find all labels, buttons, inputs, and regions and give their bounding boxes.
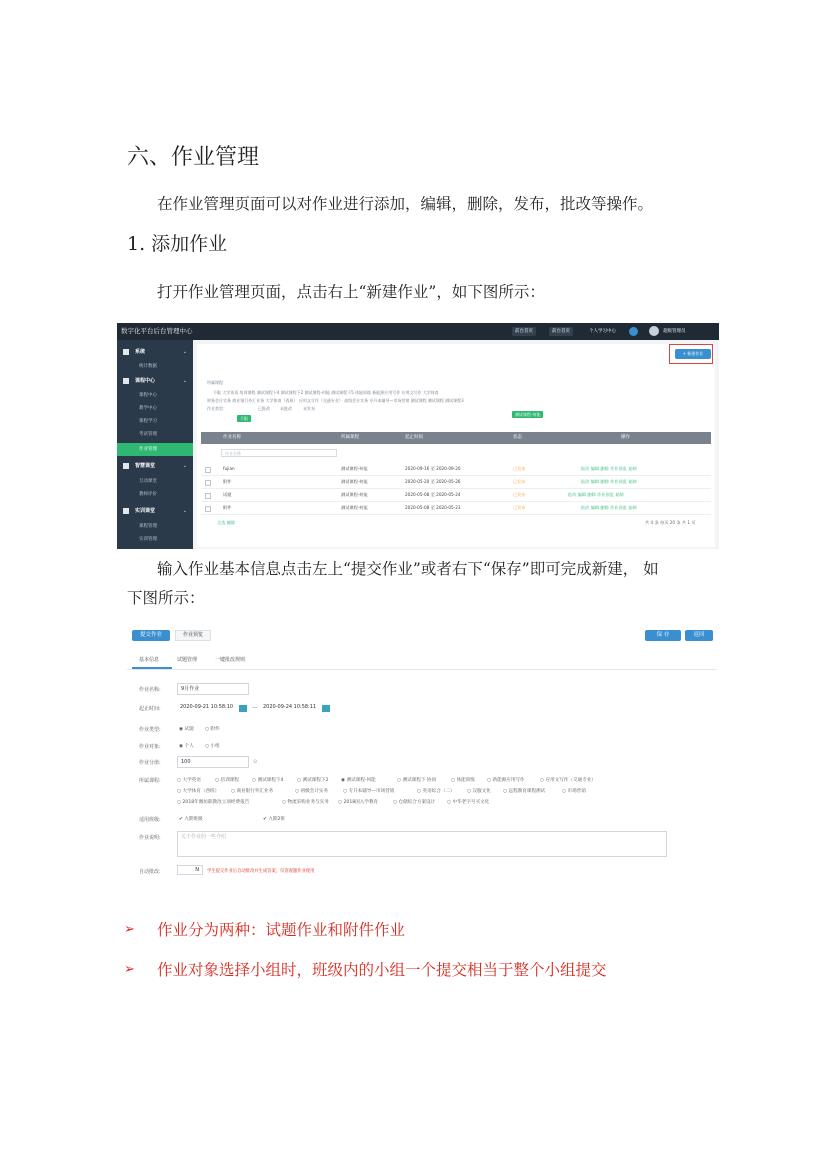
chevron-down-icon: ⌄ [182, 508, 187, 514]
bullet-2: 作业对象选择小组时，班级内的小组一个提交相当于整个小组提交 [157, 961, 607, 979]
course-filter-row-2[interactable]: 财务会计实务 商业银行外汇业务 大学体育（西班） 应用文写作（交通专业） 高级会计实务 专升本辅导—市场营销 测试课程 测试课程 测试课程3 [207, 398, 464, 403]
row-course: 测试课程-何能 [341, 505, 368, 510]
time-separator: --- [252, 705, 258, 711]
book-icon [123, 378, 129, 384]
end-time-input[interactable]: 2020-09-24 10:58:11 [260, 702, 320, 714]
new-homework-button[interactable]: + 新建作业 [675, 349, 711, 359]
course-option[interactable]: ○ 仓储综合方案设计 [393, 800, 436, 805]
table-row [201, 463, 711, 476]
type-radio-questions[interactable]: ◉ 试题 [179, 727, 194, 732]
row-status: 已发布 [513, 479, 526, 484]
front-home-button[interactable]: 前台首页 [512, 327, 536, 336]
col-time[interactable]: 起止时间 [405, 435, 423, 440]
table-row [201, 476, 711, 489]
learning-center-link[interactable]: 个人学习中心 [589, 329, 616, 334]
filter-label: 所属课程： [207, 380, 227, 385]
col-course: 所属课程 [341, 435, 359, 440]
tab-auto-grade-rules[interactable]: 一键批改规则 [215, 657, 246, 663]
row-ops[interactable]: 批改 编辑 删除 作业预览 复制 [568, 492, 624, 497]
help-icon[interactable]: ⊙ [253, 759, 258, 765]
step1-paragraph: 打开作业管理页面，点击右上“新建作业”，如下图所示： [157, 283, 545, 301]
sidebar-item-course-center[interactable]: 课程中心 [139, 393, 157, 398]
type-radio-attachment[interactable]: ○ 附件 [205, 727, 220, 732]
course-option[interactable]: ○ 培训课程 [215, 778, 239, 783]
course-option[interactable]: ○ 大学英语 [177, 778, 201, 783]
row-status: 已发布 [513, 466, 526, 471]
time-label: 起止时间: [139, 706, 161, 712]
type-filter-graded[interactable]: 已批改 [258, 406, 270, 411]
sidebar-group-system[interactable]: 系统 ⌄ [117, 345, 193, 359]
course-option[interactable]: ○ 大学体育（西班） [177, 789, 220, 794]
table-header [201, 432, 711, 444]
score-input[interactable]: 100 [177, 756, 249, 768]
row-time: 2020-05-08 至 2020-05-24 [405, 492, 461, 497]
avatar[interactable] [649, 326, 659, 336]
course-option[interactable]: ○ 市场营销 [562, 789, 586, 794]
grid-icon [123, 508, 129, 514]
row-ops[interactable]: 批改 编辑 删除 作业预览 复制 [581, 466, 637, 471]
row-time: 2020-09-16 至 2020-09-20 [405, 466, 461, 471]
row-name: 试题 [223, 492, 232, 497]
type-label: 作业类型: [139, 727, 161, 733]
row-status: 已发布 [513, 492, 526, 497]
row-time: 2020-05-08 至 2020-05-23 [405, 505, 461, 510]
course-option[interactable]: ○ 初级会计实务 [295, 789, 329, 794]
tab-divider [127, 669, 717, 670]
target-radio-group[interactable]: ○ 小组 [205, 744, 220, 749]
main-panel [197, 344, 715, 547]
row-status: 已发布 [513, 505, 526, 510]
sidebar-item-homework[interactable]: 作业管理 [117, 443, 193, 456]
chevron-down-icon: ⌄ [182, 463, 187, 469]
col-ops: 操作 [621, 435, 630, 440]
subsection-title: 1. 添加作业 [127, 233, 228, 255]
table-row [201, 502, 711, 515]
sidebar-item-training-mgmt[interactable]: 实训管理 [139, 537, 157, 542]
sidebar-group-training[interactable]: 实训课堂 ⌄ [117, 504, 193, 518]
target-radio-individual[interactable]: ◉ 个人 [179, 744, 194, 749]
row-course: 测试课程-何能 [341, 479, 368, 484]
row-ops[interactable]: 批改 编辑 删除 作业预览 复制 [581, 505, 637, 510]
course-filter-row-1[interactable]: 不限 大学英语 培训课程 测试课程下4 测试课程下2 测试课程-何能 测试课程下5 体能训练 新能源应用写作 应用文写作 大学体育 [213, 390, 439, 395]
bullet-arrow-icon: ➢ [124, 922, 135, 937]
sidebar-item-interactive[interactable]: 互动课堂 [139, 479, 157, 484]
sidebar-item-course-mgmt[interactable]: 课程管理 [139, 524, 157, 529]
highlight-box [669, 344, 713, 364]
calendar-icon[interactable] [239, 705, 247, 712]
submit-homework-button[interactable]: 提交作业 [132, 630, 170, 641]
row-checkbox[interactable] [205, 493, 211, 499]
type-filter-unpublished[interactable]: 未发布 [303, 406, 315, 411]
row-time: 2020-05-20 至 2020-05-26 [405, 479, 461, 484]
type-filter-ungraded[interactable]: 未批改 [280, 406, 292, 411]
row-course: 测试课程-何能 [341, 466, 368, 471]
class-label: 适用班级: [139, 817, 161, 823]
course-option[interactable]: ○ 远程教育课程测试 [503, 789, 546, 794]
course-option[interactable]: ○ 专升本辅导—市场营销 [343, 789, 395, 794]
desc-label: 作业说明: [139, 835, 161, 841]
preview-homework-button[interactable]: 作业预览 [175, 630, 211, 641]
course-option[interactable]: ○ 测试课程下2 [297, 778, 329, 783]
class-checkbox-1[interactable]: ✔ 九期班级 [179, 817, 203, 822]
course-option[interactable]: ○ 中华老字号买文化 [447, 800, 490, 805]
chevron-down-icon: ⌄ [182, 349, 187, 355]
row-name: 附件 [223, 479, 232, 484]
brand-title: 数字化平台后台管理中心 [121, 327, 193, 335]
chevron-down-icon: ⌄ [182, 378, 187, 384]
screenshot-homework-list [117, 323, 719, 549]
step2-paragraph-line1: 输入作业基本信息点击左上“提交作业”或者右下“保存”即可完成新建， 如 [157, 560, 659, 578]
row-checkbox[interactable] [205, 467, 211, 473]
course-option[interactable]: ○ 商业银行外汇业务 [231, 789, 274, 794]
sidebar-item-teaching[interactable]: 教学中心 [139, 406, 157, 411]
type-filter-all[interactable]: 不限 [237, 405, 251, 424]
sidebar-group-smart-class[interactable]: 智慧课堂 ⌄ [117, 459, 193, 473]
selected-course-tag[interactable]: 测试课程-何能 [512, 401, 543, 420]
name-search-input[interactable]: 作业名称 [221, 449, 337, 457]
step2-paragraph-line2: 下图所示： [127, 589, 205, 607]
course-option[interactable]: ○ 汉服文化 [467, 789, 491, 794]
tab-questions[interactable]: 试题管理 [177, 657, 198, 663]
sidebar-item-exam[interactable]: 考试管理 [139, 432, 157, 437]
course-option[interactable]: ○ 体能训练 [451, 778, 475, 783]
course-option[interactable]: ○ 测试课程下 协同 [397, 778, 437, 783]
row-checkbox[interactable] [205, 480, 211, 486]
back-button[interactable]: 返回 [685, 630, 713, 641]
sidebar-item-stats[interactable]: 统计数据 [139, 364, 157, 369]
description-textarea[interactable]: 关于作业的一些介绍 [177, 831, 667, 857]
col-status: 状态 [513, 435, 522, 440]
intro-paragraph: 在作业管理页面可以对作业进行添加，编辑，删除，发布，批改等操作。 [157, 195, 654, 213]
target-label: 作业对象: [139, 744, 161, 750]
section-title: 六、作业管理 [127, 145, 260, 170]
tab-basic-info[interactable]: 基本信息 [139, 657, 160, 663]
table-row [201, 489, 711, 502]
name-label: 作业名称: [139, 687, 161, 693]
screenshot-homework-form [127, 623, 717, 893]
front-home-button-2[interactable]: 前台首页 [549, 327, 573, 336]
class-checkbox-2[interactable]: ✔ 九期2班 [263, 817, 286, 822]
course-option[interactable]: ○ 英语综合（二） [417, 789, 455, 794]
start-time-input[interactable]: 2020-09-21 10:58:10 [177, 702, 235, 714]
notification-icon[interactable] [629, 327, 638, 336]
gear-icon [123, 463, 129, 469]
course-option[interactable]: ○ 2018年潍坊职教改立项经费报告 [177, 800, 250, 805]
row-ops[interactable]: 批改 编辑 删除 作业预览 复制 [581, 479, 637, 484]
bullet-arrow-icon: ➢ [124, 962, 135, 977]
sidebar-item-evaluation[interactable]: 教师评价 [139, 492, 157, 497]
type-filter-label: 作业类型： [207, 406, 227, 411]
select-all-delete[interactable]: 全选 删除 [217, 520, 236, 525]
col-name[interactable]: 作业名称 [223, 435, 241, 440]
course-option[interactable]: ○ 新能源应用写作 [487, 778, 525, 783]
course-option[interactable]: ◉ 测试课程-何能 [341, 778, 376, 783]
course-option[interactable]: ○ 应用文写作（交通专业） [540, 778, 597, 783]
row-name: 附件 [223, 505, 232, 510]
save-button[interactable]: 保 存 [645, 630, 681, 641]
course-option[interactable]: ○ 测试课程下4 [252, 778, 284, 783]
row-course: 测试课程-何能 [341, 492, 368, 497]
user-name[interactable]: 超级管理员 [663, 329, 686, 334]
row-checkbox[interactable] [205, 506, 211, 512]
course-option[interactable]: ○ 物流采购业务与实务 [282, 800, 329, 805]
auto-grade-note: 学生提交作业后自动批改并生成答案，仅客观题作业使用 [207, 869, 315, 874]
sidebar-item-learning[interactable]: 课程学习 [139, 419, 157, 424]
course-label: 所属课程: [139, 778, 161, 784]
bullet-1: 作业分为两种：试题作业和附件作业 [157, 921, 406, 939]
homework-name-input[interactable]: 9月作业 [177, 683, 249, 695]
score-label: 作业分值: [139, 760, 161, 766]
course-option[interactable]: ○ 2018国入学教育 [338, 800, 379, 805]
row-name: fujian [223, 466, 235, 471]
auto-grade-label: 自动批改: [139, 869, 161, 875]
calendar-icon[interactable] [322, 705, 330, 712]
pagination-info: 共 4 条 每页 20 条 共 1 页 [645, 520, 696, 525]
auto-grade-toggle[interactable]: N [177, 865, 203, 875]
monitor-icon [123, 349, 129, 355]
sidebar-group-course-center[interactable]: 课程中心 ⌄ [117, 374, 193, 388]
